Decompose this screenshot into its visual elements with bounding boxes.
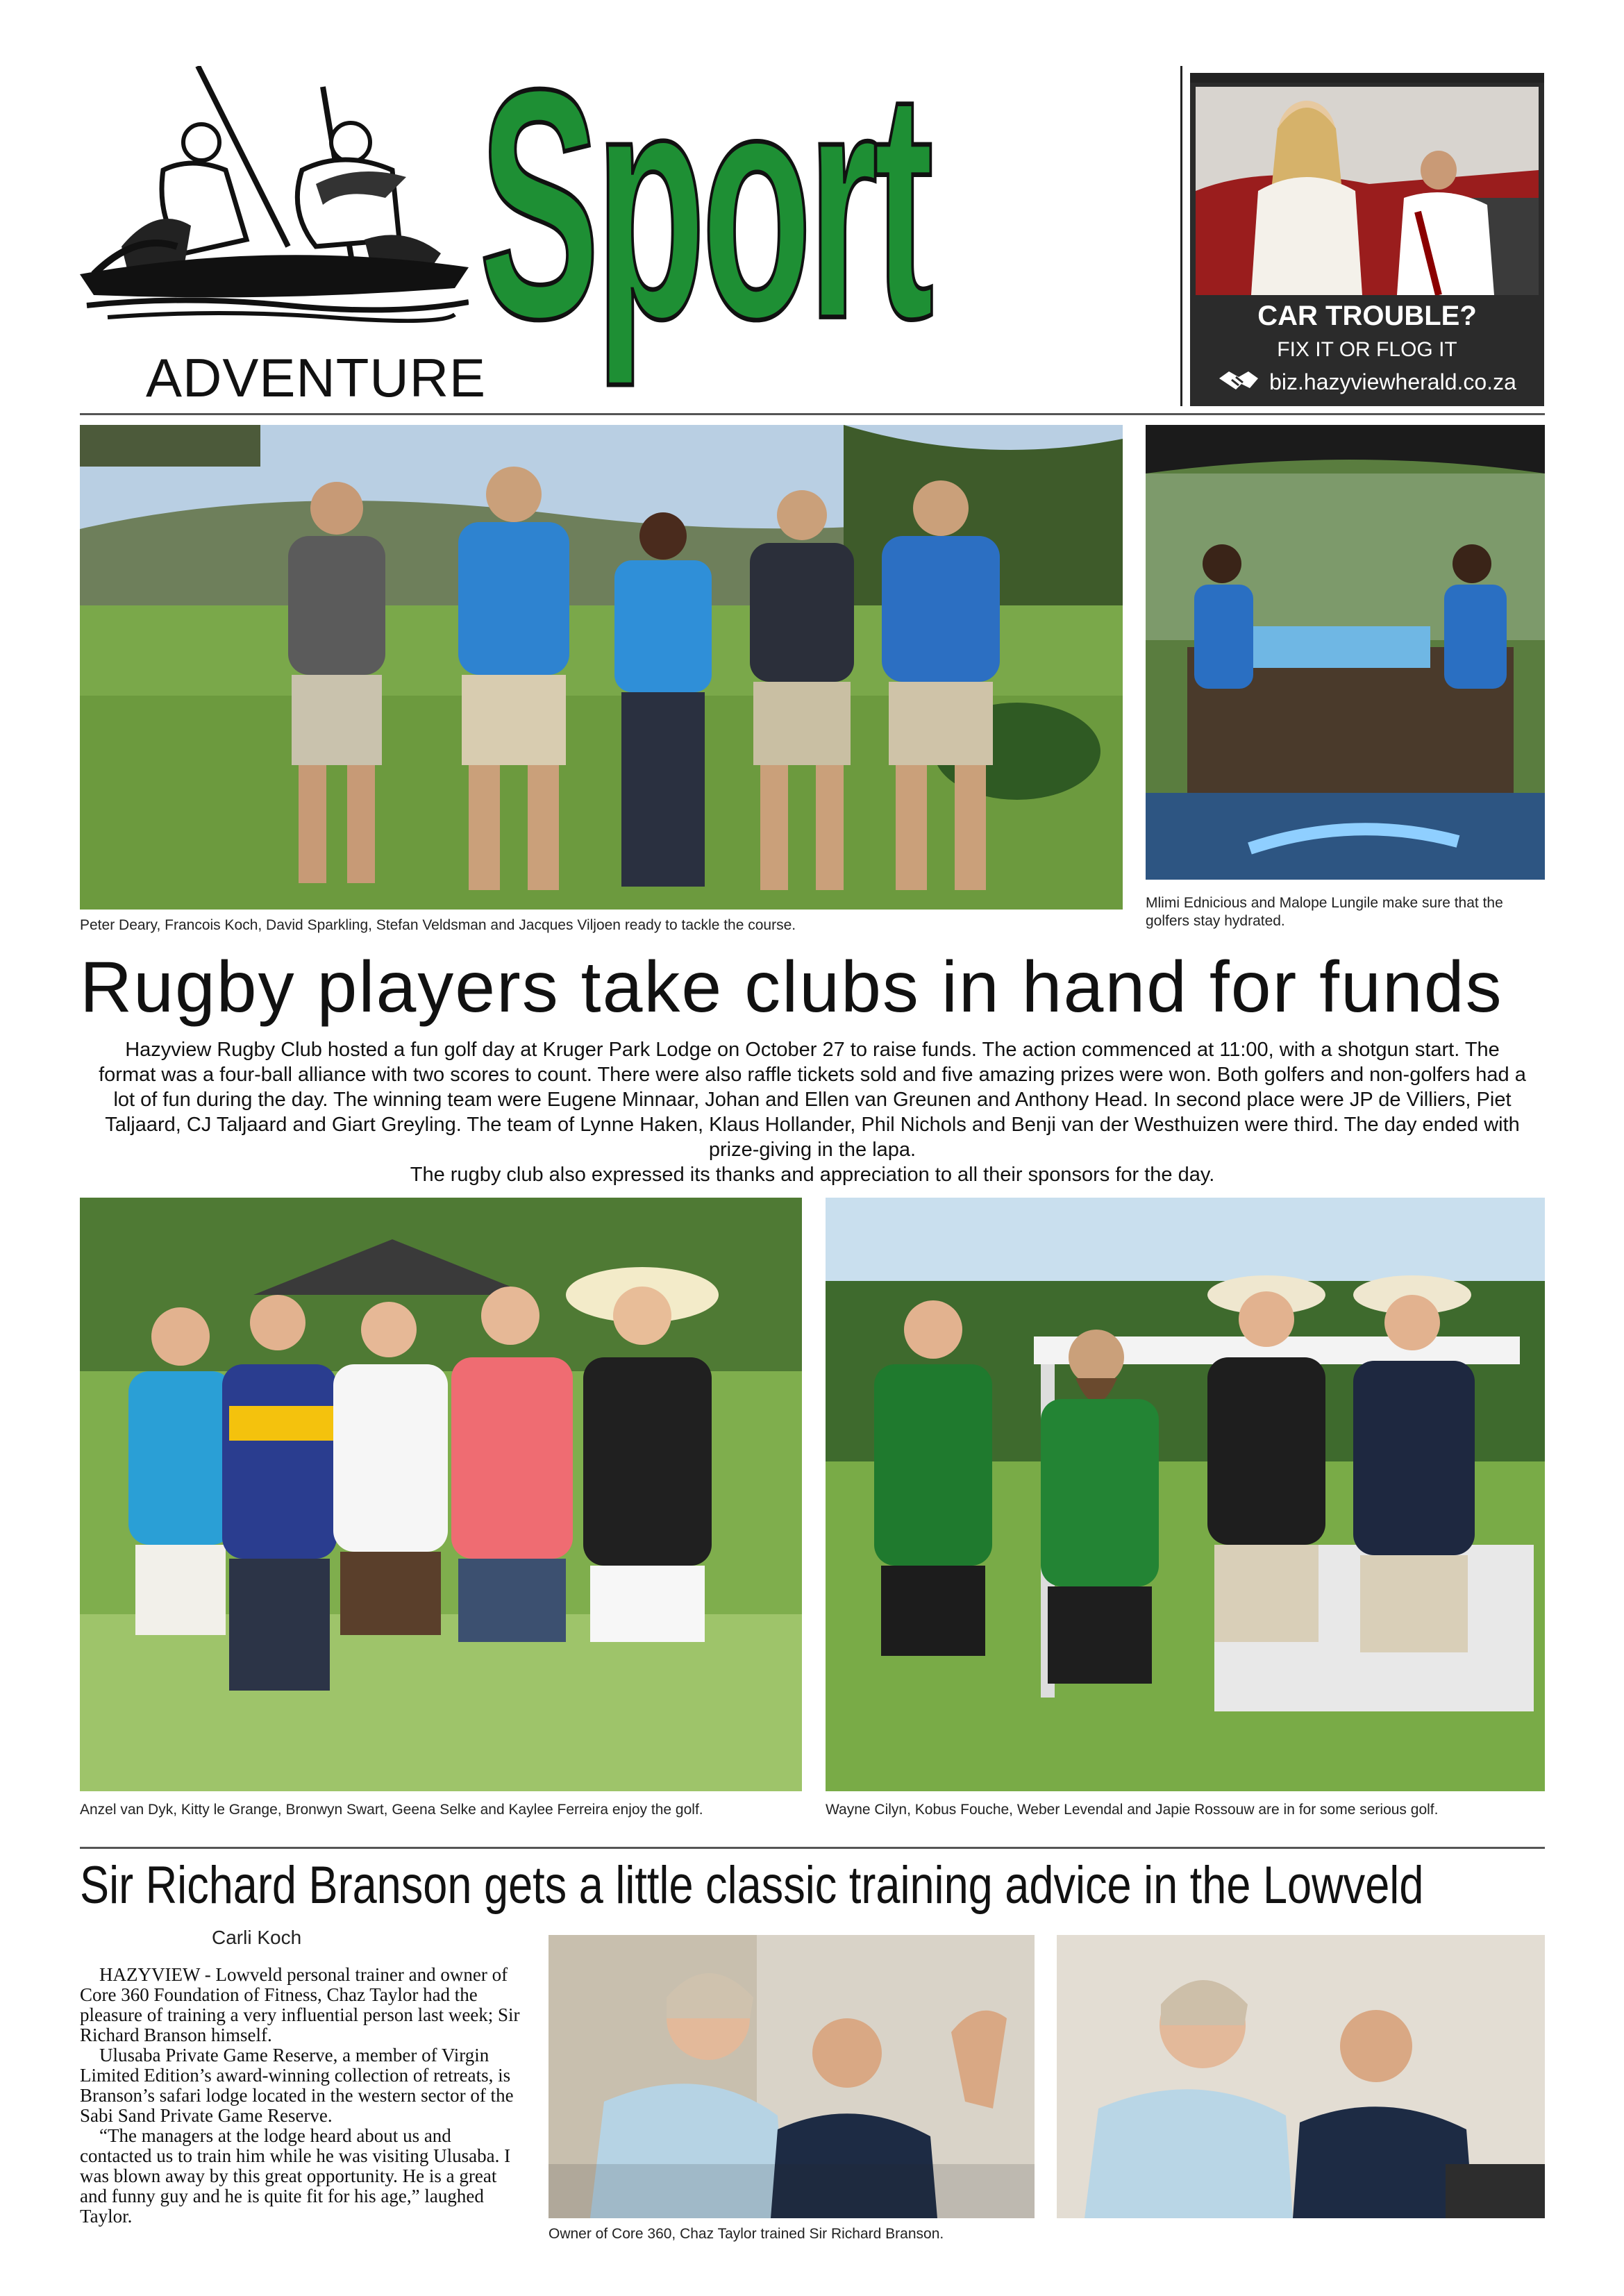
golfers-team-photo: [80, 425, 1123, 910]
ad-photo: [1196, 87, 1539, 295]
headline: Sir Richard Branson gets a little classic training advice in the Lowveld: [80, 1856, 1424, 1915]
paragraph: Ulusaba Private Game Reserve, a member of Virgin Limited Edition’s award-winning collection of retreats, is Branson’s safari lodge located in the western sector of the Sabi Sand Private Game Reserve.: [80, 2045, 514, 2126]
photo-caption: Anzel van Dyk, Kitty le Grange, Bronwyn Swart, Geena Selke and Kaylee Ferreira enjoy the golf.: [80, 1802, 703, 1818]
car-trouble-ad[interactable]: [1190, 73, 1544, 406]
paragraph: “The managers at the lodge heard about us and contacted us to train him while he was visiting Ulusaba. I was blown away by this great opportunity. He is a great and funny guy and he is quite fit for his age,” laughed Taylor.: [80, 2125, 511, 2227]
paragraph: Hazyview Rugby Club hosted a fun golf day at Kruger Park Lodge on October 27 to raise funds. The action commenced at 11:00, with a shotgun start. The format was a four-ball alliance with two scores to count. There were also raffle tickets sold and five amazing prizes were won. Both golfers and non-golfers had a lot of fun during the day. The winning team were Eugene Minnaar, Johan and Ellen van Greunen and Anthony Head. In second place were JP de Villiers, Piet Taljaard, CJ Taljaard and Giart Greyling. The team of Lynne Haken, Klaus Hollander, Phil Nichols and Benji van der Westhuizen were third. The day ended with prize-giving in the lapa.: [99, 1039, 1526, 1161]
photo-caption: Wayne Cilyn, Kobus Fouche, Weber Levendal and Japie Rossouw are in for some serious golf.: [826, 1802, 1439, 1818]
section-title: Sport: [479, 22, 930, 387]
masthead-rule: [80, 413, 1545, 415]
hydration-station-photo: [1146, 425, 1545, 880]
paragraph: HAZYVIEW - Lowveld personal trainer and owner of Core 360 Foundation of Fitness, Chaz Taylor had the pleasure of training a very influential person last week; Sir Richard Branson himself.: [80, 1964, 520, 2045]
byline: Carli Koch: [212, 1927, 302, 1948]
masthead-divider: [1180, 66, 1182, 406]
section-subtitle: ADVENTURE: [146, 347, 487, 408]
branson-training-photo-2: [1057, 1935, 1545, 2218]
ad-subtitle: FIX IT OR FLOG IT: [1277, 338, 1457, 361]
canoeists-illustration: [80, 66, 469, 323]
photo-caption: Mlimi Ednicious and Malope Lungile make sure that the golfers stay hydrated.: [1146, 895, 1503, 929]
ladies-golfers-photo: [80, 1198, 802, 1791]
headline: Rugby players take clubs in hand for funds: [80, 947, 1503, 1028]
ad-link[interactable]: biz.hazyviewherald.co.za: [1269, 369, 1516, 394]
ad-top-bar: [1190, 73, 1544, 83]
branson-training-photo-1: [549, 1935, 1035, 2218]
article-body: [80, 1965, 524, 2227]
article-body: [97, 1037, 1527, 1187]
paragraph: The rugby club also expressed its thanks and appreciation to all their sponsors for the day.: [410, 1164, 1215, 1186]
handshake-icon: [1218, 369, 1259, 396]
ad-title: CAR TROUBLE?: [1257, 301, 1477, 331]
section-divider: [80, 1847, 1545, 1849]
men-golfers-photo: [826, 1198, 1545, 1791]
photo-caption: Peter Deary, Francois Koch, David Sparkling, Stefan Veldsman and Jacques Viljoen ready to tackle the course.: [80, 917, 796, 933]
photo-caption: Owner of Core 360, Chaz Taylor trained Sir Richard Branson.: [549, 2226, 944, 2242]
ad-link-row[interactable]: [1204, 364, 1530, 399]
